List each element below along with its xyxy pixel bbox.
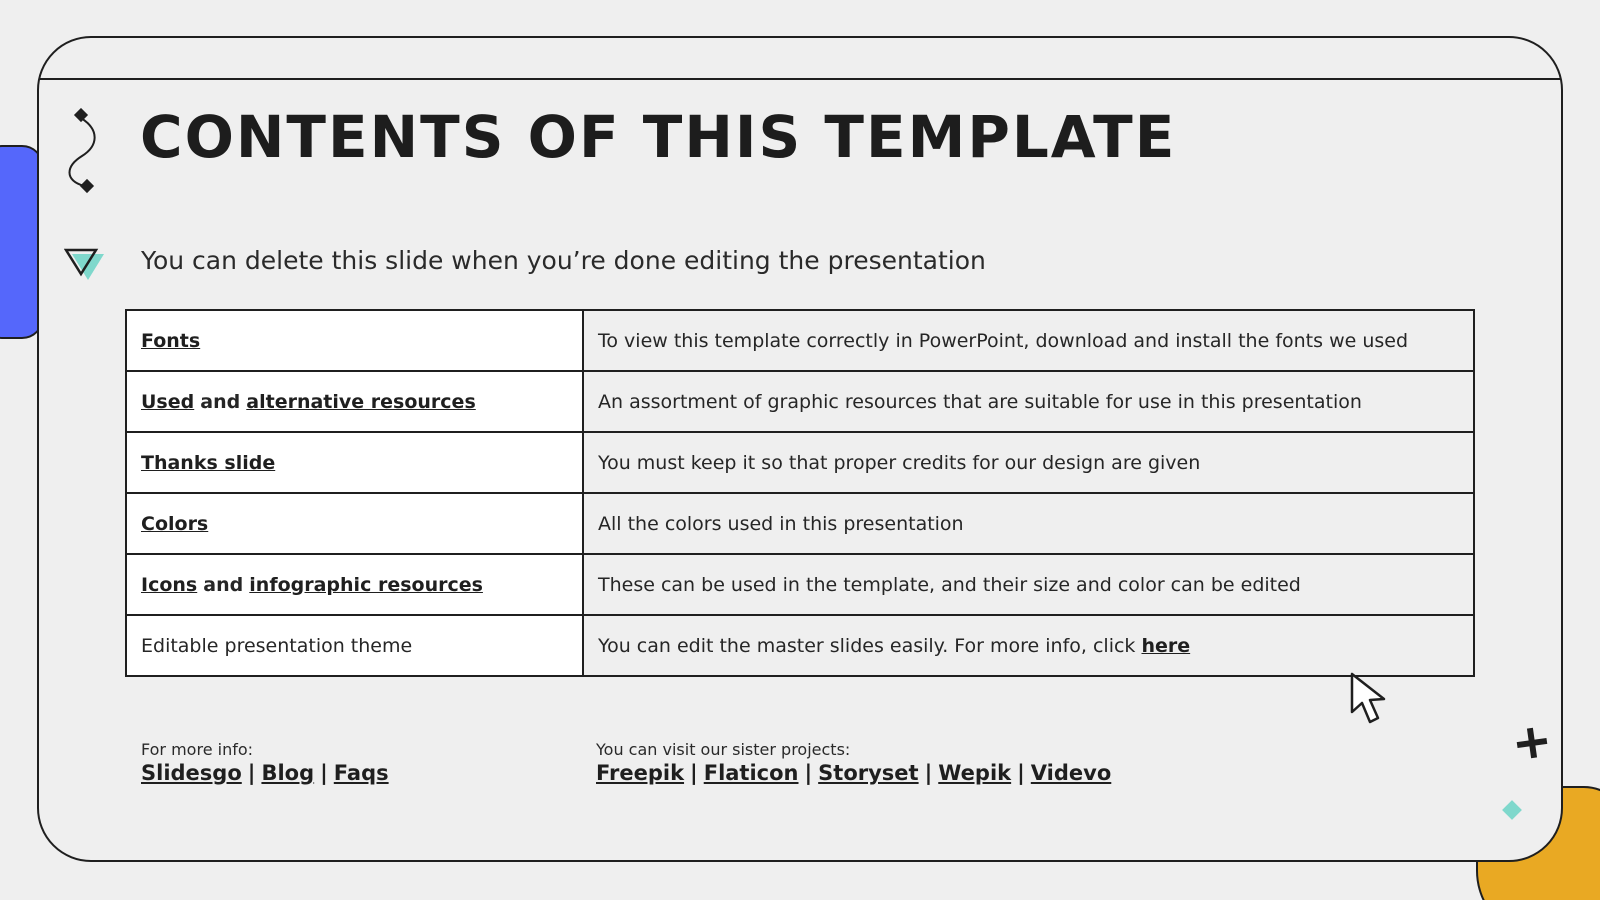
table-cell-description: An assortment of graphic resources that are suitable for use in this presentation <box>583 371 1474 432</box>
link-separator: | <box>247 761 256 785</box>
footer-sister-projects-links <box>596 761 1111 785</box>
page-title: CONTENTS OF THIS TEMPLATE <box>140 103 1177 171</box>
page-subtitle: You can delete this slide when you’re done editing the presentation <box>141 246 986 275</box>
table-cell-topic <box>126 554 583 615</box>
diamond-icon <box>1500 798 1524 822</box>
table-row <box>126 615 1474 676</box>
blog-link[interactable]: Blog <box>261 761 315 785</box>
footer-more-info-label: For more info: <box>141 740 254 759</box>
squiggle-icon <box>62 108 104 196</box>
here-link[interactable]: here <box>1141 634 1191 657</box>
and-joiner: and <box>200 390 241 413</box>
faqs-link[interactable]: Faqs <box>333 761 389 785</box>
table-cell-description: You must keep it so that proper credits for our design are given <box>583 432 1474 493</box>
link-separator: | <box>804 761 813 785</box>
colors-link[interactable]: Colors <box>141 512 209 535</box>
icons-link[interactable]: Icons <box>141 573 198 596</box>
storyset-link[interactable]: Storyset <box>818 761 919 785</box>
link-separator: | <box>690 761 698 785</box>
videvo-link[interactable]: Videvo <box>1030 761 1112 785</box>
card-top-rule <box>39 78 1561 80</box>
table-row <box>126 310 1474 371</box>
infographic-resources-link[interactable]: infographic resources <box>249 573 483 596</box>
wepik-link[interactable]: Wepik <box>938 761 1012 785</box>
table-cell-topic: Editable presentation theme <box>126 615 583 676</box>
table-cell-topic <box>126 310 583 371</box>
footer-more-info-links <box>141 761 389 785</box>
plus-icon <box>1515 726 1549 760</box>
fonts-link[interactable]: Fonts <box>141 329 201 352</box>
slidesgo-link[interactable]: Slidesgo <box>141 761 242 785</box>
used-resources-link[interactable]: Used <box>141 390 195 413</box>
and-joiner: and <box>203 573 244 596</box>
table-cell-description: To view this template correctly in PowerPoint, download and install the fonts we used <box>583 310 1474 371</box>
table-row <box>126 432 1474 493</box>
link-separator: | <box>320 761 328 785</box>
table-cell-description: All the colors used in this presentation <box>583 493 1474 554</box>
table-cell-description <box>583 615 1474 676</box>
footer-sister-projects <box>596 740 1111 785</box>
footer-more-info <box>141 740 389 785</box>
table-cell-topic <box>126 432 583 493</box>
triangle-icon <box>64 248 106 284</box>
table-cell-topic <box>126 371 583 432</box>
table-cell-topic <box>126 493 583 554</box>
thanks-slide-link[interactable]: Thanks slide <box>141 451 276 474</box>
table-row <box>126 493 1474 554</box>
contents-table <box>125 309 1475 677</box>
table-row <box>126 371 1474 432</box>
footer-sister-projects-label: You can visit our sister projects: <box>596 740 851 759</box>
cursor-icon <box>1350 672 1400 728</box>
freepik-link[interactable]: Freepik <box>596 761 685 785</box>
link-separator: | <box>924 761 933 785</box>
table-cell-description: These can be used in the template, and their size and color can be edited <box>583 554 1474 615</box>
link-separator: | <box>1017 761 1025 785</box>
flaticon-link[interactable]: Flaticon <box>703 761 799 785</box>
alternative-resources-link[interactable]: alternative resources <box>246 390 476 413</box>
master-slides-text: You can edit the master slides easily. For more info, click <box>598 634 1136 657</box>
table-row <box>126 554 1474 615</box>
